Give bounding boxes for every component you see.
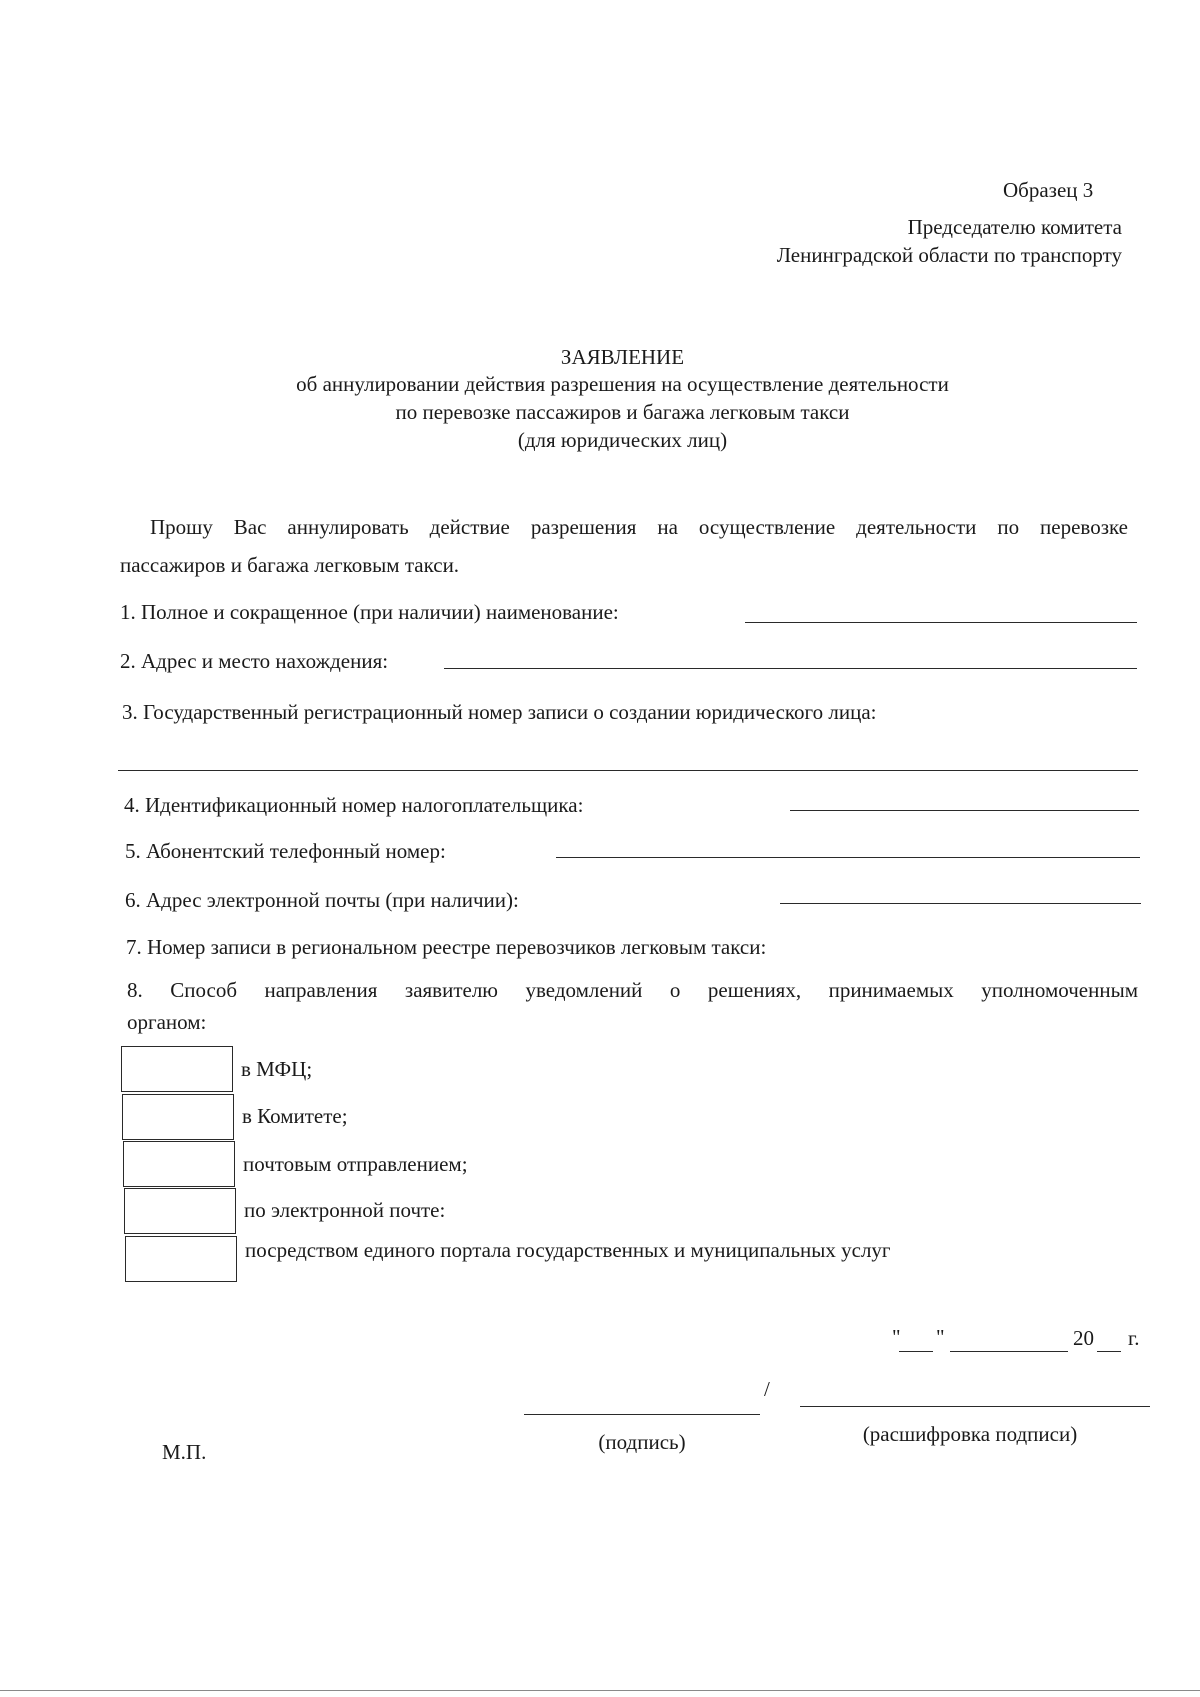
signature-line[interactable]	[524, 1414, 760, 1415]
request-line-2: пассажиров и багажа легковым такси.	[120, 553, 460, 577]
field-registry-number-label: 7. Номер записи в региональном реестре перевозчиков легковым такси:	[126, 935, 767, 959]
document-title: ЗАЯВЛЕНИЕ	[560, 345, 685, 369]
field-full-name-line[interactable]	[745, 622, 1137, 623]
field-phone-label: 5. Абонентский телефонный номер:	[125, 839, 446, 863]
field-inn-label: 4. Идентификационный номер налогоплательщика:	[124, 793, 584, 817]
addressee-line-1: Председателю комитета	[907, 215, 1122, 239]
field-ogrn-label: 3. Государственный регистрационный номер записи о создании юридического лица:	[122, 700, 877, 724]
field-ogrn-line[interactable]	[118, 770, 1138, 771]
scan-bottom-edge	[0, 1690, 1200, 1691]
checkbox-committee[interactable]	[122, 1094, 234, 1140]
checkbox-email[interactable]	[124, 1188, 236, 1234]
signature-decoding-line[interactable]	[800, 1406, 1150, 1407]
addressee-line-2: Ленинградской области по транспорту	[776, 243, 1122, 267]
field-address-label: 2. Адрес и место нахождения:	[120, 649, 389, 673]
document-subtitle-line-3: (для юридических лиц)	[517, 428, 728, 452]
signature-separator: /	[764, 1377, 770, 1401]
date-day-line[interactable]	[899, 1351, 933, 1352]
field-phone-line[interactable]	[556, 857, 1140, 858]
sample-label: Образец 3	[1003, 178, 1094, 202]
field-address-line[interactable]	[444, 668, 1137, 669]
document-subtitle-line-1: об аннулировании действия разрешения на осуществление деятельности	[296, 372, 949, 396]
date-month-line[interactable]	[950, 1351, 1068, 1352]
option-email-label: по электронной почте:	[244, 1198, 446, 1222]
field-email-line[interactable]	[780, 903, 1141, 904]
option-post-label: почтовым отправлением;	[243, 1152, 468, 1176]
signature-decoding-caption: (расшифровка подписи)	[862, 1422, 1078, 1446]
document-subtitle-line-2: по перевозке пассажиров и багажа легковым такси	[395, 400, 850, 424]
request-line-1: Прошу Вас аннулировать действие разрешения на осуществление деятельности по перевозке	[150, 515, 1128, 539]
checkbox-mfc[interactable]	[121, 1046, 233, 1092]
notification-label-line-1: 8. Способ направления заявителю уведомлений о решениях, принимаемых уполномоченным	[127, 978, 1138, 1002]
date-year-prefix: 20	[1073, 1326, 1094, 1350]
notification-label-line-2: органом:	[127, 1010, 207, 1034]
field-inn-line[interactable]	[790, 810, 1139, 811]
checkbox-portal[interactable]	[125, 1236, 237, 1282]
option-mfc-label: в МФЦ;	[241, 1057, 313, 1081]
date-year-line[interactable]	[1097, 1351, 1121, 1352]
field-email-label: 6. Адрес электронной почты (при наличии):	[125, 888, 519, 912]
date-open-quote: "	[892, 1325, 901, 1349]
checkbox-post[interactable]	[123, 1141, 235, 1187]
date-close-quote: "	[936, 1325, 945, 1349]
date-year-suffix: г.	[1128, 1326, 1140, 1350]
signature-caption: (подпись)	[598, 1430, 686, 1454]
option-committee-label: в Комитете;	[242, 1104, 348, 1128]
field-full-name-label: 1. Полное и сокращенное (при наличии) наименование:	[120, 600, 619, 624]
stamp-placeholder: М.П.	[162, 1440, 207, 1464]
option-portal-label: посредством единого портала государственных и муниципальных услуг	[245, 1238, 891, 1262]
